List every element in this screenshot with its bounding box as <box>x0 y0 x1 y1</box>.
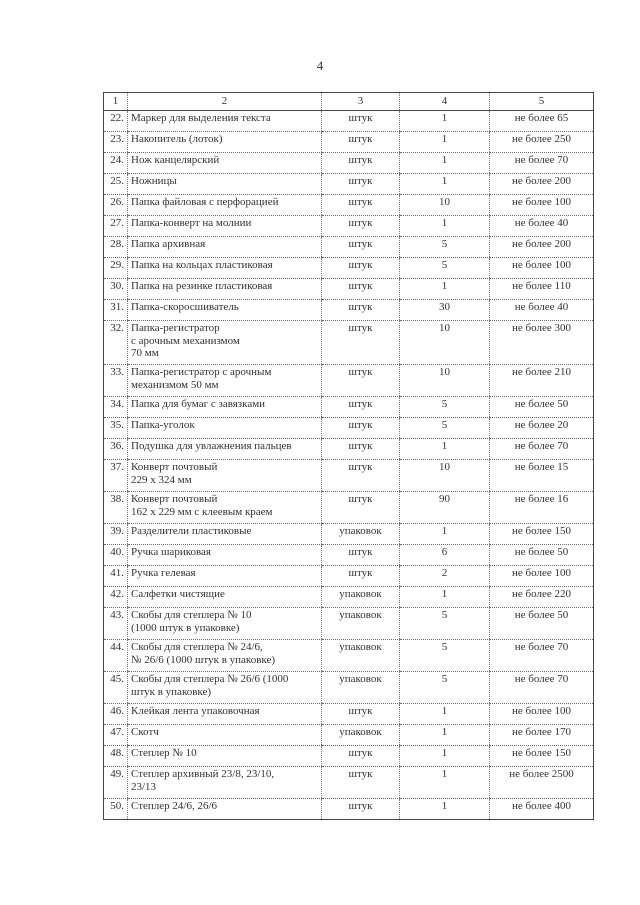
header-row <box>104 93 594 111</box>
unit-of-measure: штук <box>322 746 400 767</box>
row-number: 31. <box>104 300 128 321</box>
row-number: 34. <box>104 397 128 418</box>
item-name: Скобы для степлера № 26/6 (1000 штук в упаковке) <box>128 672 322 704</box>
row-number: 41. <box>104 566 128 587</box>
item-name: Папка файловая с перфорацией <box>128 195 322 216</box>
table-row <box>104 545 594 566</box>
table-row <box>104 460 594 492</box>
table-header <box>104 93 594 111</box>
row-number: 26. <box>104 195 128 216</box>
table-row <box>104 672 594 704</box>
price-limit: не более 150 <box>490 746 594 767</box>
row-number: 49. <box>104 767 128 799</box>
price-limit: не более 200 <box>490 237 594 258</box>
table-row <box>104 524 594 545</box>
quantity: 1 <box>400 279 490 300</box>
price-limit: не более 220 <box>490 587 594 608</box>
unit-of-measure: штук <box>322 132 400 153</box>
item-name: Салфетки чистящие <box>128 587 322 608</box>
row-number: 37. <box>104 460 128 492</box>
item-name: Скотч <box>128 725 322 746</box>
table-row <box>104 492 594 524</box>
row-number: 25. <box>104 174 128 195</box>
price-limit: не более 2500 <box>490 767 594 799</box>
row-number: 27. <box>104 216 128 237</box>
item-name: Скобы для степлера № 24/6, № 26/6 (1000 штук в упаковке) <box>128 640 322 672</box>
unit-of-measure: упаковок <box>322 725 400 746</box>
unit-of-measure: штук <box>322 321 400 365</box>
item-name: Папка для бумаг с завязками <box>128 397 322 418</box>
unit-of-measure: штук <box>322 704 400 725</box>
price-limit: не более 16 <box>490 492 594 524</box>
item-name: Папка-скоросшиватель <box>128 300 322 321</box>
table-row <box>104 153 594 174</box>
supplies-table <box>103 92 594 820</box>
table-row <box>104 418 594 439</box>
table-row <box>104 746 594 767</box>
quantity: 5 <box>400 640 490 672</box>
item-name: Конверт почтовый 162 х 229 мм с клеевым краем <box>128 492 322 524</box>
item-name: Разделители пластиковые <box>128 524 322 545</box>
item-name: Ручка гелевая <box>128 566 322 587</box>
table-row <box>104 704 594 725</box>
quantity: 5 <box>400 258 490 279</box>
unit-of-measure: штук <box>322 439 400 460</box>
unit-of-measure: упаковок <box>322 524 400 545</box>
item-name: Ручка шариковая <box>128 545 322 566</box>
row-number: 22. <box>104 111 128 132</box>
price-limit: не более 65 <box>490 111 594 132</box>
unit-of-measure: штук <box>322 279 400 300</box>
row-number: 47. <box>104 725 128 746</box>
item-name: Подушка для увлажнения пальцев <box>128 439 322 460</box>
unit-of-measure: штук <box>322 492 400 524</box>
table-row <box>104 640 594 672</box>
quantity: 10 <box>400 460 490 492</box>
table-row <box>104 767 594 799</box>
table-row <box>104 608 594 640</box>
quantity: 10 <box>400 365 490 397</box>
price-limit: не более 50 <box>490 397 594 418</box>
price-limit: не более 20 <box>490 418 594 439</box>
quantity: 90 <box>400 492 490 524</box>
item-name: Конверт почтовый 229 х 324 мм <box>128 460 322 492</box>
item-name: Клейкая лента упаковочная <box>128 704 322 725</box>
row-number: 46. <box>104 704 128 725</box>
price-limit: не более 200 <box>490 174 594 195</box>
row-number: 24. <box>104 153 128 174</box>
item-name: Папка-регистратор с арочным механизмом 70 мм <box>128 321 322 365</box>
price-limit: не более 70 <box>490 439 594 460</box>
price-limit: не более 150 <box>490 524 594 545</box>
quantity: 1 <box>400 704 490 725</box>
quantity: 1 <box>400 725 490 746</box>
table-row <box>104 321 594 365</box>
quantity: 10 <box>400 195 490 216</box>
price-limit: не более 100 <box>490 704 594 725</box>
quantity: 1 <box>400 799 490 820</box>
unit-of-measure: штук <box>322 397 400 418</box>
quantity: 5 <box>400 397 490 418</box>
item-name: Папка на кольцах пластиковая <box>128 258 322 279</box>
price-limit: не более 40 <box>490 300 594 321</box>
header-col-5: 5 <box>490 93 594 111</box>
item-name: Ножницы <box>128 174 322 195</box>
table-row <box>104 566 594 587</box>
item-name: Маркер для выделения текста <box>128 111 322 132</box>
quantity: 1 <box>400 132 490 153</box>
table-row <box>104 258 594 279</box>
table-row <box>104 195 594 216</box>
unit-of-measure: штук <box>322 545 400 566</box>
item-name: Папка-уголок <box>128 418 322 439</box>
unit-of-measure: упаковок <box>322 608 400 640</box>
table-row <box>104 365 594 397</box>
price-limit: не более 170 <box>490 725 594 746</box>
unit-of-measure: штук <box>322 460 400 492</box>
row-number: 32. <box>104 321 128 365</box>
price-limit: не более 250 <box>490 132 594 153</box>
quantity: 5 <box>400 418 490 439</box>
quantity: 5 <box>400 608 490 640</box>
price-limit: не более 100 <box>490 566 594 587</box>
table-row <box>104 300 594 321</box>
row-number: 45. <box>104 672 128 704</box>
price-limit: не более 210 <box>490 365 594 397</box>
price-limit: не более 100 <box>490 195 594 216</box>
row-number: 35. <box>104 418 128 439</box>
unit-of-measure: штук <box>322 174 400 195</box>
item-name: Папка-конверт на молнии <box>128 216 322 237</box>
quantity: 1 <box>400 153 490 174</box>
unit-of-measure: штук <box>322 418 400 439</box>
unit-of-measure: упаковок <box>322 640 400 672</box>
row-number: 36. <box>104 439 128 460</box>
price-limit: не более 50 <box>490 545 594 566</box>
item-name: Степлер архивный 23/8, 23/10, 23/13 <box>128 767 322 799</box>
unit-of-measure: штук <box>322 767 400 799</box>
price-limit: не более 50 <box>490 608 594 640</box>
quantity: 5 <box>400 237 490 258</box>
unit-of-measure: штук <box>322 153 400 174</box>
row-number: 42. <box>104 587 128 608</box>
price-limit: не более 110 <box>490 279 594 300</box>
row-number: 40. <box>104 545 128 566</box>
quantity: 1 <box>400 439 490 460</box>
unit-of-measure: штук <box>322 111 400 132</box>
unit-of-measure: штук <box>322 300 400 321</box>
table-row <box>104 237 594 258</box>
row-number: 28. <box>104 237 128 258</box>
quantity: 1 <box>400 587 490 608</box>
table-body <box>104 111 594 820</box>
item-name: Накопитель (лоток) <box>128 132 322 153</box>
header-col-4: 4 <box>400 93 490 111</box>
quantity: 1 <box>400 746 490 767</box>
unit-of-measure: штук <box>322 365 400 397</box>
price-limit: не более 15 <box>490 460 594 492</box>
unit-of-measure: штук <box>322 799 400 820</box>
header-col-1: 1 <box>104 93 128 111</box>
row-number: 43. <box>104 608 128 640</box>
unit-of-measure: штук <box>322 195 400 216</box>
table-row <box>104 174 594 195</box>
price-limit: не более 70 <box>490 672 594 704</box>
quantity: 1 <box>400 216 490 237</box>
quantity: 1 <box>400 111 490 132</box>
page-number: 4 <box>316 58 324 73</box>
item-name: Скобы для степлера № 10 (1000 штук в упаковке) <box>128 608 322 640</box>
quantity: 30 <box>400 300 490 321</box>
quantity: 2 <box>400 566 490 587</box>
quantity: 5 <box>400 672 490 704</box>
quantity: 6 <box>400 545 490 566</box>
table-row <box>104 397 594 418</box>
row-number: 44. <box>104 640 128 672</box>
row-number: 33. <box>104 365 128 397</box>
header-col-2: 2 <box>128 93 322 111</box>
item-name: Степлер 24/6, 26/6 <box>128 799 322 820</box>
price-limit: не более 300 <box>490 321 594 365</box>
item-name: Степлер № 10 <box>128 746 322 767</box>
table-row <box>104 132 594 153</box>
quantity: 1 <box>400 767 490 799</box>
table-row <box>104 216 594 237</box>
row-number: 39. <box>104 524 128 545</box>
row-number: 29. <box>104 258 128 279</box>
row-number: 23. <box>104 132 128 153</box>
row-number: 50. <box>104 799 128 820</box>
row-number: 30. <box>104 279 128 300</box>
item-name: Папка-регистратор с арочным механизмом 50 мм <box>128 365 322 397</box>
quantity: 1 <box>400 524 490 545</box>
unit-of-measure: штук <box>322 258 400 279</box>
unit-of-measure: упаковок <box>322 587 400 608</box>
price-limit: не более 400 <box>490 799 594 820</box>
item-name: Нож канцелярский <box>128 153 322 174</box>
unit-of-measure: упаковок <box>322 672 400 704</box>
price-limit: не более 100 <box>490 258 594 279</box>
table-row <box>104 111 594 132</box>
price-limit: не более 40 <box>490 216 594 237</box>
quantity: 1 <box>400 174 490 195</box>
header-col-3: 3 <box>322 93 400 111</box>
table-row <box>104 799 594 820</box>
unit-of-measure: штук <box>322 216 400 237</box>
table-row <box>104 279 594 300</box>
quantity: 10 <box>400 321 490 365</box>
item-name: Папка архивная <box>128 237 322 258</box>
unit-of-measure: штук <box>322 237 400 258</box>
table-row <box>104 587 594 608</box>
row-number: 48. <box>104 746 128 767</box>
item-name: Папка на резинке пластиковая <box>128 279 322 300</box>
unit-of-measure: штук <box>322 566 400 587</box>
table-row <box>104 439 594 460</box>
price-limit: не более 70 <box>490 153 594 174</box>
table-row <box>104 725 594 746</box>
row-number: 38. <box>104 492 128 524</box>
price-limit: не более 70 <box>490 640 594 672</box>
